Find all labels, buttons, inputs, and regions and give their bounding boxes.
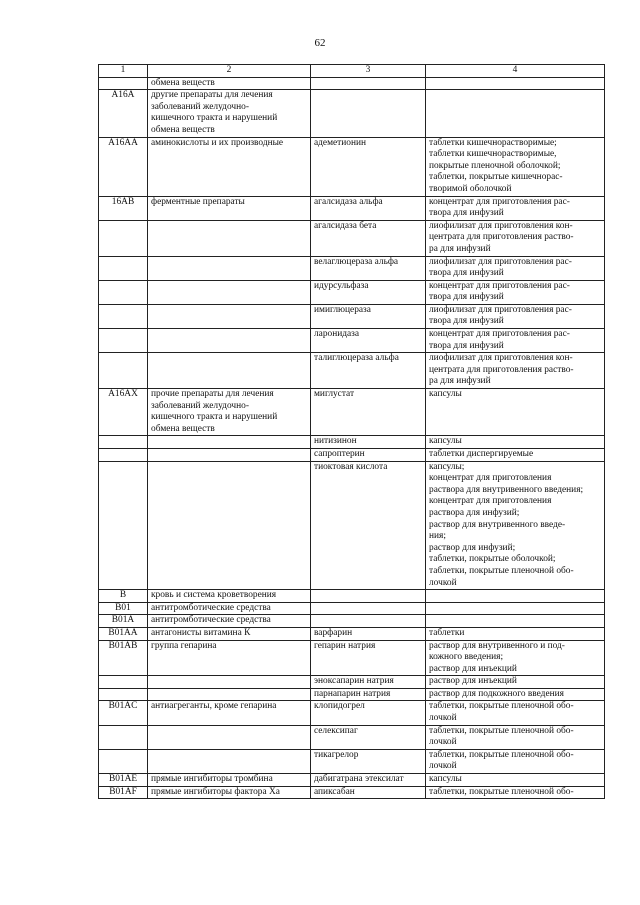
- atc-code-cell: B01AC: [99, 701, 148, 725]
- dosage-form-cell: лиофилизат для приготовления рас- твора для инфузий: [426, 304, 605, 328]
- substance-cell: [311, 615, 426, 628]
- group-name-cell: [148, 725, 311, 749]
- atc-code-cell: [99, 461, 148, 590]
- table-row: [99, 590, 605, 603]
- table-row: [99, 436, 605, 449]
- dosage-form-cell: раствор для внутривенного и под- кожного введения; раствор для инъекций: [426, 640, 605, 676]
- atc-code-cell: [99, 77, 148, 90]
- column-number-row: [99, 65, 605, 78]
- table-row: [99, 602, 605, 615]
- atc-code-cell: [99, 329, 148, 353]
- dosage-form-cell: концентрат для приготовления рас- твора для инфузий: [426, 280, 605, 304]
- table-row: [99, 786, 605, 799]
- dosage-form-cell: [426, 90, 605, 137]
- atc-code-cell: B01: [99, 602, 148, 615]
- group-name-cell: группа гепарина: [148, 640, 311, 676]
- group-name-cell: антитромботические средства: [148, 615, 311, 628]
- column-number: 1: [99, 65, 148, 78]
- atc-code-cell: B01AE: [99, 774, 148, 787]
- dosage-form-cell: раствор для подкожного введения: [426, 688, 605, 701]
- substance-cell: [311, 602, 426, 615]
- group-name-cell: [148, 676, 311, 689]
- atc-code-cell: [99, 749, 148, 773]
- group-name-cell: прямые ингибиторы тромбина: [148, 774, 311, 787]
- substance-cell: нитизинон: [311, 436, 426, 449]
- atc-code-cell: A16A: [99, 90, 148, 137]
- table-row: [99, 77, 605, 90]
- substance-cell: ларонидаза: [311, 329, 426, 353]
- dosage-form-cell: концентрат для приготовления рас- твора для инфузий: [426, 329, 605, 353]
- atc-code-cell: B01A: [99, 615, 148, 628]
- dosage-form-cell: [426, 590, 605, 603]
- group-name-cell: [148, 329, 311, 353]
- atc-code-cell: [99, 353, 148, 389]
- dosage-form-cell: концентрат для приготовления рас- твора для инфузий: [426, 196, 605, 220]
- substance-cell: [311, 590, 426, 603]
- table-row: [99, 220, 605, 256]
- dosage-form-cell: таблетки диспергируемые: [426, 449, 605, 462]
- atc-code-cell: [99, 725, 148, 749]
- substance-cell: адеметионин: [311, 137, 426, 196]
- group-name-cell: [148, 304, 311, 328]
- group-name-cell: [148, 749, 311, 773]
- atc-code-cell: A16AA: [99, 137, 148, 196]
- table-row: [99, 676, 605, 689]
- table-row: [99, 701, 605, 725]
- substance-cell: гепарин натрия: [311, 640, 426, 676]
- substance-cell: талиглюцераза альфа: [311, 353, 426, 389]
- atc-code-cell: [99, 688, 148, 701]
- table-row: [99, 90, 605, 137]
- table-row: [99, 688, 605, 701]
- group-name-cell: антитромботические средства: [148, 602, 311, 615]
- dosage-form-cell: лиофилизат для приготовления кон- центрата для приготовления раство- ра для инфузий: [426, 220, 605, 256]
- group-name-cell: [148, 449, 311, 462]
- table-row: [99, 280, 605, 304]
- group-name-cell: [148, 461, 311, 590]
- table-row: [99, 449, 605, 462]
- atc-code-cell: B01AB: [99, 640, 148, 676]
- substance-cell: парнапарин натрия: [311, 688, 426, 701]
- dosage-form-cell: таблетки кишечнорастворимые; таблетки кишечнорастворимые, покрытые пленочной оболочкой; таблетки, покрытые кишечнорас- творимой оболочкой: [426, 137, 605, 196]
- atc-code-cell: [99, 280, 148, 304]
- group-name-cell: [148, 688, 311, 701]
- atc-code-cell: [99, 449, 148, 462]
- table-row: [99, 329, 605, 353]
- dosage-form-cell: [426, 602, 605, 615]
- substance-cell: дабигатрана этексилат: [311, 774, 426, 787]
- group-name-cell: кровь и система кроветворения: [148, 590, 311, 603]
- dosage-form-cell: капсулы; концентрат для приготовления раствора для внутривенного введения; концентрат для приготовления раствора для инфузий; раствор для внутривенного введе- ния; раствор для инфузий; таблетки, покрытые оболочкой; таблетки, покрытые пленочной обо- лочкой: [426, 461, 605, 590]
- group-name-cell: [148, 353, 311, 389]
- substance-cell: варфарин: [311, 627, 426, 640]
- substance-cell: [311, 90, 426, 137]
- group-name-cell: [148, 280, 311, 304]
- dosage-form-cell: капсулы: [426, 389, 605, 436]
- atc-code-cell: [99, 436, 148, 449]
- substance-cell: сапроптерин: [311, 449, 426, 462]
- table-row: [99, 749, 605, 773]
- column-number: 4: [426, 65, 605, 78]
- substance-cell: клопидогрел: [311, 701, 426, 725]
- substance-cell: агалсидаза альфа: [311, 196, 426, 220]
- table-row: [99, 389, 605, 436]
- substance-cell: агалсидаза бета: [311, 220, 426, 256]
- dosage-form-cell: лиофилизат для приготовления кон- центрата для приготовления раство- ра для инфузий: [426, 353, 605, 389]
- substance-cell: тиоктовая кислота: [311, 461, 426, 590]
- column-number: 2: [148, 65, 311, 78]
- atc-code-cell: [99, 256, 148, 280]
- dosage-form-cell: таблетки, покрытые пленочной обо- лочкой: [426, 725, 605, 749]
- atc-code-cell: 16AB: [99, 196, 148, 220]
- group-name-cell: [148, 220, 311, 256]
- group-name-cell: аминокислоты и их производные: [148, 137, 311, 196]
- substance-cell: идурсульфаза: [311, 280, 426, 304]
- dosage-form-cell: таблетки, покрытые пленочной обо- лочкой: [426, 701, 605, 725]
- atc-code-cell: B01AA: [99, 627, 148, 640]
- table-row: [99, 461, 605, 590]
- substance-cell: эноксапарин натрия: [311, 676, 426, 689]
- group-name-cell: другие препараты для лечения заболеваний желудочно- кишечного тракта и нарушений обмена веществ: [148, 90, 311, 137]
- table-row: [99, 196, 605, 220]
- drug-table: [98, 64, 605, 799]
- substance-cell: [311, 77, 426, 90]
- substance-cell: апиксабан: [311, 786, 426, 799]
- atc-code-cell: [99, 676, 148, 689]
- group-name-cell: обмена веществ: [148, 77, 311, 90]
- column-number: 3: [311, 65, 426, 78]
- substance-cell: велаглюцераза альфа: [311, 256, 426, 280]
- table-row: [99, 774, 605, 787]
- atc-code-cell: A16AX: [99, 389, 148, 436]
- substance-cell: тикагрелор: [311, 749, 426, 773]
- group-name-cell: ферментные препараты: [148, 196, 311, 220]
- group-name-cell: антиагреганты, кроме гепарина: [148, 701, 311, 725]
- dosage-form-cell: таблетки: [426, 627, 605, 640]
- dosage-form-cell: капсулы: [426, 436, 605, 449]
- table-row: [99, 725, 605, 749]
- group-name-cell: [148, 256, 311, 280]
- table-row: [99, 353, 605, 389]
- substance-cell: имиглюцераза: [311, 304, 426, 328]
- group-name-cell: прямые ингибиторы фактора Xa: [148, 786, 311, 799]
- substance-cell: миглустат: [311, 389, 426, 436]
- dosage-form-cell: [426, 77, 605, 90]
- dosage-form-cell: таблетки, покрытые пленочной обо-: [426, 786, 605, 799]
- table-row: [99, 615, 605, 628]
- group-name-cell: прочие препараты для лечения заболеваний желудочно- кишечного тракта и нарушений обмена веществ: [148, 389, 311, 436]
- atc-code-cell: [99, 304, 148, 328]
- page-number: 62: [314, 37, 326, 49]
- group-name-cell: антагонисты витамина К: [148, 627, 311, 640]
- atc-code-cell: B01AF: [99, 786, 148, 799]
- atc-code-cell: [99, 220, 148, 256]
- dosage-form-cell: таблетки, покрытые пленочной обо- лочкой: [426, 749, 605, 773]
- dosage-form-cell: [426, 615, 605, 628]
- table-row: [99, 640, 605, 676]
- group-name-cell: [148, 436, 311, 449]
- dosage-form-cell: капсулы: [426, 774, 605, 787]
- substance-cell: селексипаг: [311, 725, 426, 749]
- dosage-form-cell: раствор для инъекций: [426, 676, 605, 689]
- dosage-form-cell: лиофилизат для приготовления рас- твора для инфузий: [426, 256, 605, 280]
- table-row: [99, 304, 605, 328]
- table-row: [99, 256, 605, 280]
- atc-code-cell: B: [99, 590, 148, 603]
- table-row: [99, 137, 605, 196]
- table-row: [99, 627, 605, 640]
